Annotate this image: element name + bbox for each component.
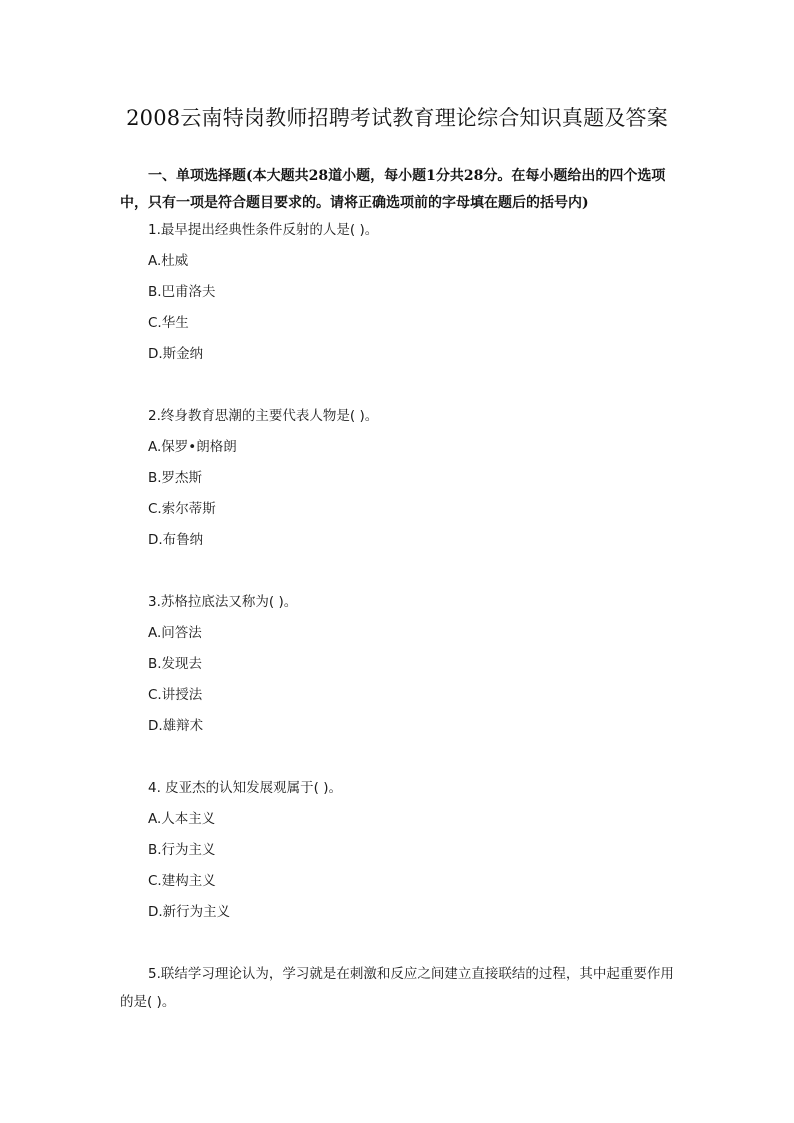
option-c: C.建构主义 [148, 873, 216, 889]
option-a: A.人本主义 [148, 811, 216, 827]
option-b: B.发现去 [148, 656, 203, 672]
question-stem: 1.最早提出经典性条件反射的人是( )。 [148, 222, 379, 238]
option-a: A.问答法 [148, 625, 202, 641]
document-title: 2008云南特岗教师招聘考试教育理论综合知识真题及答案 [126, 106, 668, 130]
option-c: C.索尔蒂斯 [148, 501, 216, 517]
question-stem: 4. 皮亚杰的认知发展观属于( )。 [148, 780, 342, 796]
option-b: B.巴甫洛夫 [148, 284, 216, 300]
option-c: C.讲授法 [148, 687, 203, 703]
option-d: D.斯金纳 [148, 346, 204, 362]
option-a: A.保罗•朗格朗 [148, 439, 237, 455]
option-c: C.华生 [148, 315, 189, 331]
question-stem: 3.苏格拉底法又称为( )。 [148, 594, 298, 610]
option-b: B.行为主义 [148, 842, 216, 858]
option-d: D.雄辩术 [148, 718, 204, 734]
question-stem: 5.联结学习理论认为，学习就是在刺激和反应之间建立直接联结的过程，其中起重要作用的是( )。 [120, 966, 674, 1010]
question-stem: 2.终身教育思潮的主要代表人物是( )。 [148, 408, 379, 424]
option-d: D.布鲁纳 [148, 532, 204, 548]
option-d: D.新行为主义 [148, 904, 231, 920]
section-heading: 一、单项选择题(本大题共28道小题，每小题1分共28分。在每小题给出的四个选项中，只有一项是符合题目要求的。请将正确选项前的字母填在题后的括号内) [120, 168, 666, 211]
option-a: A.杜威 [148, 253, 189, 269]
option-b: B.罗杰斯 [148, 470, 203, 486]
